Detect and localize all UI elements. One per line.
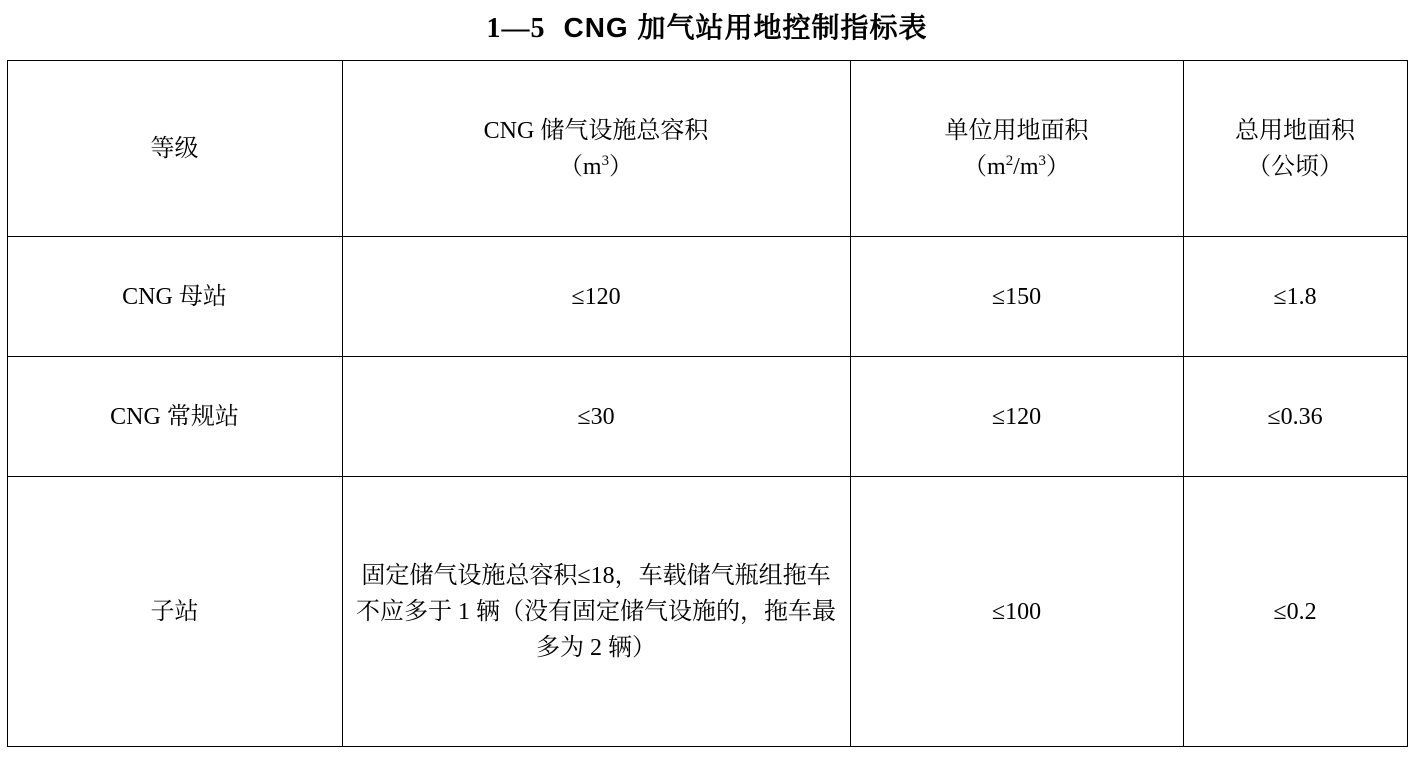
cell-total-area: ≤1.8: [1183, 237, 1407, 357]
header-cell-volume: [342, 61, 850, 237]
header-unit-area-line2: $(m^2/m^3)$: [963, 152, 1070, 180]
cell-grade: CNG 常规站: [7, 357, 342, 477]
header-total-area-line1: 总用地面积: [1235, 117, 1355, 144]
table-title-text: CNG 加气站用地控制指标表: [563, 12, 928, 43]
header-total-area-line2: （公顷）: [1247, 153, 1343, 180]
header-cell-grade: [7, 61, 342, 237]
header-unit-area-line1: 单位用地面积: [944, 117, 1089, 144]
header-cell-unit-area: [850, 61, 1183, 237]
cell-volume: ≤30: [342, 357, 850, 477]
table-row: [7, 237, 1407, 357]
cell-volume: ≤120: [342, 237, 850, 357]
header-grade-line1: 等级: [150, 135, 199, 162]
cell-unit-area: ≤150: [850, 237, 1183, 357]
table-header-row: [7, 61, 1407, 237]
cell-volume: 固定储气设施总容积≤18，车载储气瓶组拖车不应多于 1 辆（没有固定储气设施的，拖车最多为 2 辆）: [342, 477, 850, 747]
table-number: 1—5: [486, 13, 546, 44]
cell-total-area: ≤0.36: [1183, 357, 1407, 477]
cell-unit-area: ≤100: [850, 477, 1183, 747]
cell-grade: CNG 母站: [7, 237, 342, 357]
cell-grade: 子站: [7, 477, 342, 747]
cell-unit-area: ≤120: [850, 357, 1183, 477]
cng-land-index-table: [7, 60, 1408, 747]
cell-total-area: ≤0.2: [1183, 477, 1407, 747]
header-volume-line1: CNG 储气设施总容积: [483, 117, 709, 144]
page-title: [0, 0, 1414, 60]
header-volume-line2: $(m^3)$: [558, 152, 634, 180]
table-row: [7, 477, 1407, 747]
header-cell-total-area: [1183, 61, 1407, 237]
table-row: [7, 357, 1407, 477]
